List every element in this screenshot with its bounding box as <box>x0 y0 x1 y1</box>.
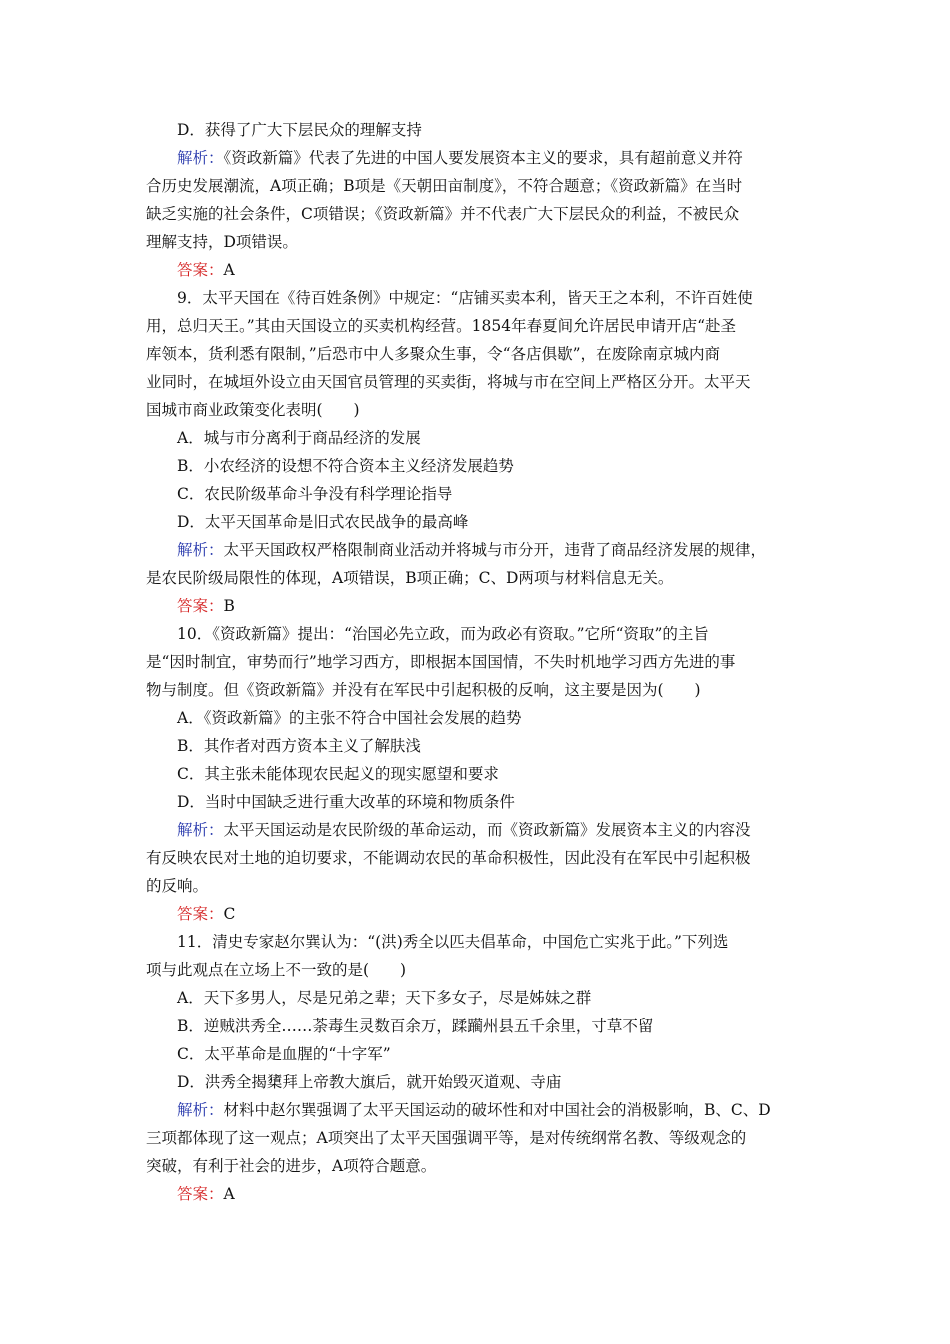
q8-answer-value: A <box>223 261 235 279</box>
q9-stem-line-1: 9．太平天国在《待百姓条例》中规定：“店铺买卖本利，皆天王之本利，不许百姓使 <box>177 289 753 307</box>
q9-explanation-text-1: 太平天国政权严格限制商业活动并将城与市分开，违背了商品经济发展的规律， <box>223 541 767 559</box>
q10-stem-line-2: 是“因时制宜，审势而行”地学习西方，即根据本国国情，不失时机地学习西方先进的事 <box>146 653 736 671</box>
q10-explanation-line-1 <box>146 816 812 844</box>
q11-answer-value: A <box>223 1185 235 1203</box>
q10-answer-label: 答案： <box>177 905 224 923</box>
q8-answer <box>146 256 812 284</box>
q8-explanation-text-1: 《资政新篇》代表了先进的中国人要发展资本主义的要求，具有超前意义并符 <box>223 149 743 167</box>
q11-option-b: B．逆贼洪秀全……荼毒生灵数百余万，蹂躏州县五千余里，寸草不留 <box>177 1017 654 1035</box>
q9-stem-line-2: 用，总归天王。”其由天国设立的买卖机构经营。1854年春夏间允许居民申请开店“赴圣 <box>146 317 737 335</box>
q10-explanation-line-2: 有反映农民对土地的迫切要求，不能调动农民的革命积极性，因此没有在军民中引起积极 <box>146 849 751 867</box>
q9-answer <box>146 592 812 620</box>
q10-option-d: D．当时中国缺乏进行重大改革的环境和物质条件 <box>177 793 515 811</box>
q9-stem-line-5: 国城市商业政策变化表明( ) <box>146 401 360 419</box>
question-10 <box>146 620 812 928</box>
q10-explanation-line-3: 的反响。 <box>146 877 209 895</box>
q11-explanation-line-1 <box>146 1096 812 1124</box>
q11-option-c: C．太平革命是血腥的“十字军” <box>177 1045 391 1063</box>
q9-option-b: B．小农经济的设想不符合资本主义经济发展趋势 <box>177 457 514 475</box>
question-11 <box>146 928 812 1208</box>
q11-option-d: D．洪秀全揭橥拜上帝教大旗后，就开始毁灭道观、寺庙 <box>177 1073 562 1091</box>
document-content <box>146 116 812 1208</box>
q11-explanation-line-2: 三项都体现了这一观点；A项突出了太平天国强调平等，是对传统纲常名教、等级观念的 <box>146 1129 747 1147</box>
q10-answer <box>146 900 812 928</box>
q11-explanation-label: 解析： <box>177 1101 224 1119</box>
q9-stem-line-4: 业同时，在城垣外设立由天国官员管理的买卖街，将城与市在空间上严格区分开。太平天 <box>146 373 751 391</box>
q10-stem-line-3: 物与制度。但《资政新篇》并没有在军民中引起积极的反响，这主要是因为( ) <box>146 681 701 699</box>
question-9 <box>146 284 812 620</box>
q9-answer-value: B <box>223 597 235 615</box>
q9-explanation-line-1 <box>146 536 812 564</box>
q8-explanation-label: 解析： <box>177 149 224 167</box>
q8-explanation-line-2: 合历史发展潮流，A项正确；B项是《天朝田亩制度》，不符合题意；《资政新篇》在当时 <box>146 177 743 195</box>
q11-stem-line-2: 项与此观点在立场上不一致的是( ) <box>146 961 407 979</box>
q11-option-a: A．天下多男人，尽是兄弟之辈；天下多女子，尽是姊妹之群 <box>177 989 592 1007</box>
q8-option-d: D．获得了广大下层民众的理解支持 <box>177 121 422 139</box>
q9-explanation-line-2: 是农民阶级局限性的体现，A项错误，B项正确；C、D两项与材料信息无关。 <box>146 569 674 587</box>
q9-explanation-label: 解析： <box>177 541 224 559</box>
q10-stem-line-1: 10．《资政新篇》提出：“治国必先立政，而为政必有资取。”它所“资取”的主旨 <box>177 625 709 643</box>
q11-answer <box>146 1180 812 1208</box>
q8-explanation-line-1 <box>146 144 812 172</box>
q10-explanation-text-1: 太平天国运动是农民阶级的革命运动，而《资政新篇》发展资本主义的内容没 <box>223 821 751 839</box>
q8-answer-label: 答案： <box>177 261 224 279</box>
q9-stem-line-3: 库领本，货利悉有限制，”后恐市中人多聚众生事，令“各店俱歇”，在废除南京城内商 <box>146 345 721 363</box>
q11-stem-line-1: 11．清史专家赵尔巽认为：“(洪)秀全以匹夫倡革命，中国危亡实兆于此。”下列选 <box>177 933 729 951</box>
q9-option-a: A．城与市分离利于商品经济的发展 <box>177 429 421 447</box>
q10-answer-value: C <box>223 905 236 923</box>
q10-option-a: A．《资政新篇》的主张不符合中国社会发展的趋势 <box>177 709 522 727</box>
q9-option-c: C．农民阶级革命斗争没有科学理论指导 <box>177 485 453 503</box>
q10-option-b: B．其作者对西方资本主义了解肤浅 <box>177 737 421 755</box>
q10-explanation-label: 解析： <box>177 821 224 839</box>
q8-explanation-line-4: 理解支持，D项错误。 <box>146 233 298 251</box>
q10-option-c: C．其主张未能体现农民起义的现实愿望和要求 <box>177 765 499 783</box>
q11-answer-label: 答案： <box>177 1185 224 1203</box>
q9-answer-label: 答案： <box>177 597 224 615</box>
q9-option-d: D．太平天国革命是旧式农民战争的最高峰 <box>177 513 469 531</box>
question-8 <box>146 116 812 284</box>
q11-explanation-text-1: 材料中赵尔巽强调了太平天国运动的破坏性和对中国社会的消极影响，B、C、D <box>223 1101 771 1119</box>
q11-explanation-line-3: 突破，有利于社会的进步，A项符合题意。 <box>146 1157 437 1175</box>
q8-explanation-line-3: 缺乏实施的社会条件，C项错误；《资政新篇》并不代表广大下层民众的利益，不被民众 <box>146 205 740 223</box>
